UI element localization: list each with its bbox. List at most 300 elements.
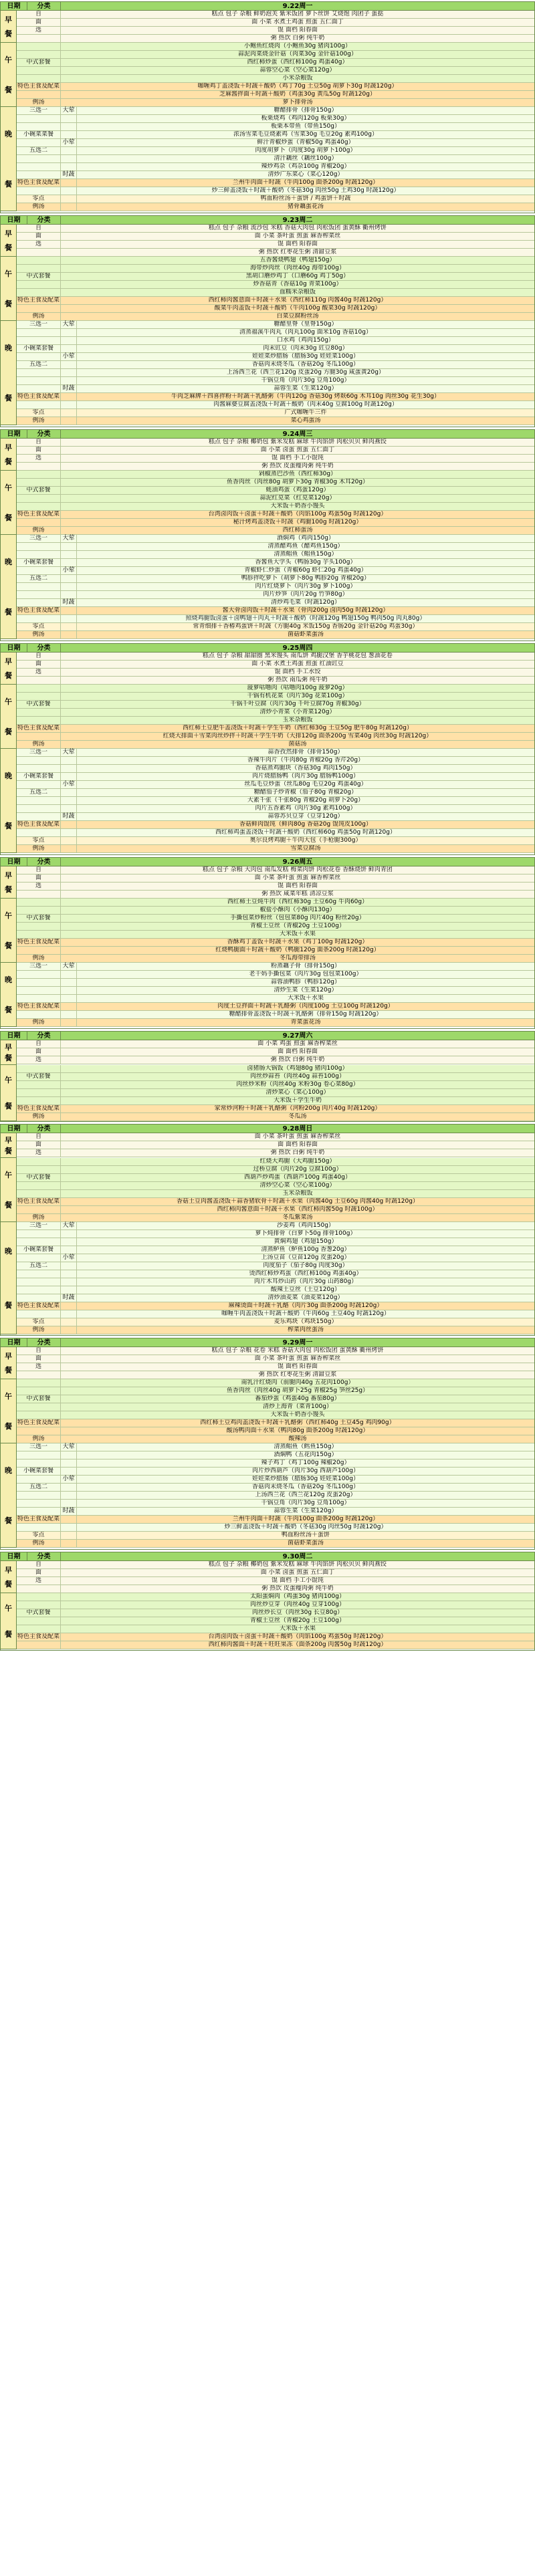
lunch-row [17,1427,534,1435]
dinner-label-char: 餐 [5,180,12,189]
dinner-row-items: 酱大骨卤肉饭＋时蔬＋水果（骨肉200g 卤肉50g 时蔬120g） [222,607,389,614]
breakfast-label-char: 早 [5,443,12,452]
lunch-row-items: 西葫芦炒鸡蛋（西葫芦100g 鸡蛋40g） [244,1174,351,1181]
lunch-row [17,495,534,503]
dinner-row-label: 特色主食及配菜 [17,1003,60,1010]
breakfast-row-items: 粥 热饮 白粥 纯牛奶 [270,1149,325,1156]
dinner-row-items: 炒三鲜盖浇饭＋时蔬＋酸奶（冬菇30g 肉丝50g 土鸡30g 时蔬120g） [211,187,400,194]
dinner-row-items: 糖醋茄子炒青椒（茄子80g 青椒20g） [253,789,358,796]
lunch-row-label [17,75,61,82]
lunch-row-label: 例汤 [17,1113,61,1121]
dinner-row [17,1222,534,1230]
lunch-row-items: 大米饭＋水果 [279,931,316,937]
lunch-row [17,1182,534,1190]
dinner-row-sublabel [61,773,77,780]
lunch-rows [17,1158,534,1222]
dinner-row-sublabel [61,591,77,598]
breakfast-row-label: 自 [17,11,61,18]
breakfast-row [17,1363,534,1371]
dinner-row-items: 肉片五香素鸡（肉片30g 素鸡100g） [255,805,356,812]
dinner-row [17,345,534,353]
dinner-row-sublabel [61,631,77,638]
dinner-row-sublabel: 大荤 [61,1443,77,1451]
dinner-row-items: 蒜蓉生菜（生菜120g） [274,1508,338,1514]
dinner-row-items: 肉片木耳炒山药（肉片30g 山药80g） [253,1278,358,1285]
breakfast-label-char: 早 [5,1351,12,1361]
lunch-row [17,257,534,265]
breakfast-row-items: 粥 热饮 皮蛋瘦肉粥 纯牛奶 [261,1585,334,1592]
breakfast-row [17,19,534,27]
breakfast-row-label: 面 [17,661,61,668]
dinner-row-label [17,591,61,598]
lunch-row-items: 蒜泥肉菜烧金针菇（肉菜30g 金针菇100g） [238,51,357,57]
breakfast-section [1,225,534,257]
day-block [0,1124,535,1336]
lunch-row-items: 西红柿蛋汤 [282,527,313,534]
dinner-row [17,607,534,615]
day-header [1,858,534,866]
lunch-row-items: 炒香菇青（香菇10g 青菜100g） [253,281,342,287]
breakfast-row [17,35,534,43]
breakfast-row-label: 自 [17,1347,61,1355]
dinner-row-sublabel [61,797,77,804]
dinner-row [17,749,534,757]
dinner-row-label [17,155,61,162]
breakfast-row-label [17,35,61,42]
dinner-row-items: 烫西红柿炒鸡蛋（西红柿100g 鸡蛋40g） [249,1270,362,1277]
lunch-row-label [17,1403,61,1411]
dinner-row [17,377,534,385]
dinner-row-label [17,551,61,558]
breakfast-row-label: 选 [17,1577,61,1585]
dinner-row-label: 五选二 [17,147,61,154]
breakfast-row-label: 选 [17,1363,61,1371]
dinner-label-char: 晚 [5,1466,12,1475]
date-header-label: 日期 [1,2,27,10]
dinner-row [17,789,534,797]
breakfast-rows [17,866,534,899]
dinner-row-sublabel: 小荤 [61,567,77,574]
day-header [1,644,534,653]
lunch-label [1,1158,17,1222]
dinner-row [17,829,534,837]
dinner-row [17,179,534,187]
lunch-row-label [17,1625,61,1633]
breakfast-label-char: 早 [5,1043,12,1052]
date-header-label: 日期 [1,1125,27,1133]
lunch-row-label [17,257,61,264]
breakfast-row-label: 选 [17,241,61,248]
dinner-row-items: 娃娃菜炒腊肠（腊肠30g 娃娃菜100g） [252,1476,359,1482]
breakfast-section [1,1133,534,1158]
lunch-row-items: 血糯米杂粮饭 [279,289,316,296]
breakfast-row-label: 面 [17,19,61,26]
lunch-label [1,1065,17,1121]
breakfast-row [17,669,534,677]
dinner-row-label: 特色主食及配菜 [17,1516,60,1522]
breakfast-row-label: 选 [17,455,61,462]
lunch-row [17,1065,534,1073]
breakfast-row-label [17,677,61,684]
dinner-row [17,567,534,575]
lunch-row-items: 西红柿炒蛋（西红柿100g 鸡蛋40g） [247,59,348,66]
breakfast-row-items: 面 小菜 茶叶蛋 煎蛋 麻香榨菜丝 [254,1355,341,1362]
dinner-row-items: 肉片烧腊肠鸭（肉片30g 腊肠鸭100g） [252,773,359,780]
dinner-row-sublabel [61,401,77,408]
dinner-row-items: 口水鸡（鸡肉150g） [277,337,334,344]
breakfast-row [17,1056,534,1064]
lunch-row-items: 肉丝炒长豆（肉丝30g 长豆80g） [251,1609,344,1616]
dinner-row-items: 青椒虾仁炒蛋（青椒60g 虾仁20g 鸡蛋40g） [244,567,367,574]
day-block [0,643,535,855]
dinner-row-items: 鸭血粉丝汤＋蛋饼 [281,1532,330,1538]
dinner-row-label [17,797,61,804]
lunch-row-label [17,289,61,296]
dinner-row [17,337,534,345]
day-block [0,1031,535,1122]
dinner-row [17,361,534,369]
dinner-row-items: 广式咖喱牛三件 [284,409,327,416]
dinner-row-sublabel: 小荤 [61,353,77,360]
lunch-row-items: 西红柿土豆鸡肉盖浇饭＋时蔬＋乳酪粥（西红柿40g 土豆45g 鸡肉90g） [200,1419,395,1426]
lunch-row-label: 中式套餐 [17,701,61,708]
lunch-row-label: 例汤 [17,99,61,106]
day-date: 9.22周一 [282,3,313,10]
lunch-row-label: 特色主食及配菜 [17,1105,60,1112]
lunch-row-items: 红烧大鸡腿（大鸡腿150g） [259,1158,336,1165]
breakfast-row-label: 自 [17,225,61,232]
dinner-row-items: 丝瓜毛豆炒蛋（丝瓜80g 毛豆20g 鸡蛋40g） [244,781,367,788]
dinner-row-items: 西红柿鸡蛋盖浇饭＋时蔬＋酸奶（西红柿60g 鸡蛋50g 时蔬120g） [215,829,396,836]
breakfast-row-items: 粥 热饮 南瓜粥 纯牛奶 [268,677,328,683]
dinner-row-label: 小碗菜菜餐 [17,131,61,138]
dinner-row-label [17,805,61,812]
breakfast-row-items: 面 小菜 茶叶蛋 煎蛋 麻香榨菜丝 [254,233,341,239]
breakfast-row [17,11,534,19]
dinner-rows [17,1222,534,1334]
breakfast-rows [17,1133,534,1158]
lunch-row [17,503,534,511]
day-date: 9.23周二 [282,217,313,224]
dinner-row-sublabel [61,821,77,828]
lunch-label-char: 午 [5,1170,12,1179]
lunch-row-items: 海带炒肉丝（肉丝40g 海带100g） [250,265,345,271]
dinner-row-items: 肉酱麻婆豆腐盖浇饭＋时蔬＋酸奶（肉末40g 豆腐100g 时蔬120g） [213,401,398,408]
lunch-row [17,717,534,725]
lunch-row-label: 特色主食及配菜 [17,725,60,731]
lunch-row [17,955,534,963]
lunch-row-items: 红烧鸭腿面＋时蔬＋酸奶（鸭腿120g 面条200g 时蔬120g） [215,947,380,953]
dinner-row-items: 浓汤雪菜毛豆烧素鸡（雪菜30g 毛豆20g 素鸡100g） [233,131,378,138]
lunch-row [17,471,534,479]
lunch-row-items: 西红柿土豆肥牛盖浇饭＋时蔬＋学生牛奶（西红柿30g 土豆50g 肥牛80g 时蔬120g） [183,725,413,731]
breakfast-row-label: 自 [17,1040,61,1048]
dinner-row-sublabel [61,187,77,195]
breakfast-row-items: 面 面档 阳春面 [278,1048,318,1055]
dinner-row [17,1532,534,1540]
dinner-row-sublabel: 时蔬 [61,1508,77,1515]
dinner-row-items: 香酱鱼大学头（鸭肠30g 芋头100g） [255,559,356,566]
dinner-row-sublabel [61,131,77,138]
breakfast-row-label: 选 [17,1056,61,1064]
dinner-row-sublabel [61,765,77,772]
dinner-row [17,971,534,979]
breakfast-row [17,249,534,257]
lunch-section [1,1158,534,1222]
dinner-label-char: 晚 [5,557,12,566]
lunch-row [17,1105,534,1113]
dinner-row-label [17,543,61,550]
dinner-row-sublabel [61,163,77,170]
lunch-row-label [17,1641,61,1649]
dinner-row [17,171,534,179]
dinner-row [17,1262,534,1270]
dinner-row-items: 酒焖鸭（五花肉150g） [274,1451,338,1458]
dinner-section [1,107,534,211]
dinner-row [17,599,534,607]
dinner-row-label [17,1294,61,1302]
dinner-row-label: 特色主食及配菜 [17,1302,60,1309]
lunch-row-items: 西红柿土豆炖牛肉（西红柿30g 土豆60g 牛肉60g） [227,899,368,905]
lunch-row-label [17,1601,61,1609]
lunch-label-char: 餐 [5,86,12,95]
lunch-row [17,1403,534,1411]
lunch-row [17,99,534,107]
breakfast-row-items: 馄 面档 阳春面 [278,241,318,247]
lunch-row-label [17,1411,61,1419]
lunch-row [17,1601,534,1609]
dinner-row-sublabel [61,1484,77,1491]
dinner-row-sublabel [61,1468,77,1475]
lunch-row-label [17,1166,61,1173]
day-block [0,215,535,427]
dinner-row [17,757,534,765]
lunch-row-label [17,1158,61,1165]
breakfast-rows [17,653,534,685]
dinner-row-items: 香辣牛肉片（牛肉80g 青椒20g 香芹20g） [247,757,364,764]
category-header-label: 分类 [27,1552,61,1560]
dinner-row-items: 鸭胗拌吃萝卜（胡萝卜80g 鸭胗20g 青椒20g） [241,575,370,582]
lunch-row-items: 冬瓜紫菜汤 [282,1214,313,1221]
lunch-row [17,1387,534,1395]
dinner-row-label: 零点 [17,837,61,844]
dinner-row-sublabel [61,1003,77,1010]
breakfast-label-char: 早 [5,229,12,238]
day-header [1,2,534,11]
breakfast-row-items: 面 小菜 鸡蛋 煎蛋 麻香榨菜丝 [257,1040,338,1047]
dinner-row-sublabel [61,337,77,344]
lunch-row-label: 中式套餐 [17,915,61,922]
dinner-label-char: 晚 [5,343,12,352]
lunch-row-label: 例汤 [17,1214,61,1221]
dinner-row [17,417,534,425]
day-date: 9.28周日 [282,1125,313,1133]
breakfast-row-items: 糕点 包子 杂粮 甜甜圈 黑米馒头 南瓜饼 鸡腿汉堡 香芋桃花包 葱油花卷 [203,653,393,659]
breakfast-row [17,1141,534,1149]
breakfast-row-label: 自 [17,866,61,874]
lunch-label-char: 餐 [5,941,12,951]
dinner-row-label [17,757,61,764]
dinner-row [17,147,534,155]
dinner-row-label: 五选二 [17,1262,61,1270]
lunch-section [1,1593,534,1649]
dinner-row-items: 兰州牛肉面＋时蔬（牛肉100g 面条200g 时蔬120g） [232,1516,379,1522]
dinner-row-label: 三选一 [17,1443,61,1451]
dinner-row-items: 清蒸醋鸡鱼（醋鸡鱼150g） [268,543,344,550]
breakfast-row [17,1040,534,1048]
lunch-row-label [17,733,61,740]
dinner-row-label [17,1254,61,1262]
dinner-row-sublabel: 大荤 [61,1222,77,1230]
dinner-row-sublabel [61,845,77,852]
dinner-row [17,1019,534,1027]
lunch-label-char: 午 [5,1603,12,1613]
dinner-row-label [17,1500,61,1507]
dinner-row-sublabel: 时蔬 [61,171,77,179]
lunch-label-char: 午 [5,1391,12,1401]
breakfast-section [1,653,534,685]
lunch-row-items: 酸辣汤 [288,1435,307,1442]
lunch-section [1,1379,534,1443]
lunch-row-items: 青椒土豆丝（青椒20g 土豆100g） [250,923,345,929]
dinner-section [1,1222,534,1334]
breakfast-row-label: 面 [17,1569,61,1576]
breakfast-row [17,1149,534,1157]
dinner-row-items: 黄焖鸡翅（鸡翅150g） [274,1238,338,1245]
dinner-row-label [17,971,61,978]
lunch-row-items: 玉米杂粮饭 [282,717,313,723]
dinner-row-label [17,329,61,336]
breakfast-label [1,1040,17,1065]
dinner-row-sublabel: 小荤 [61,781,77,788]
dinner-row-items: 娃娃菜炒腊肠（腊肠30g 娃娃菜100g） [252,353,359,360]
breakfast-row-items: 面 小菜 水煮土鸡蛋 煎蛋 红油豇豆 [251,661,344,667]
dinner-row-sublabel [61,393,77,400]
dinner-row [17,1540,534,1548]
dinner-rows [17,963,534,1027]
lunch-row-label: 特色主食及配菜 [17,1419,60,1426]
breakfast-row [17,1133,534,1141]
lunch-row-items: 清炒上海青（菜青100g） [263,1403,332,1410]
dinner-row [17,321,534,329]
dinner-row-items: 沙姜鸡（鸡肉150g） [277,1222,334,1229]
breakfast-row-items: 面 小菜 水煮土鸡蛋 煎蛋 五仁面丁 [251,19,344,25]
breakfast-row [17,447,534,455]
lunch-row [17,725,534,733]
dinner-row-label: 特色主食及配菜 [17,821,60,828]
lunch-row-label: 特色主食及配菜 [17,1633,60,1640]
dinner-row-sublabel [61,543,77,550]
dinner-row-items: 上汤西兰花（西兰花120g 皮蛋20g） [255,1492,356,1498]
dinner-row-sublabel [61,195,77,203]
dinner-row-items: 糖醋排骨（排骨150g） [274,107,338,114]
dinner-row [17,1318,534,1326]
dinner-row-label [17,1270,61,1278]
lunch-row-label [17,899,61,906]
dinner-row [17,1003,534,1011]
dinner-row-sublabel: 时蔬 [61,385,77,392]
dinner-row-items: 奥尔良烤鸡腿＋牛肉大包（手枪腿300g） [249,837,362,844]
dinner-row [17,631,534,639]
lunch-label [1,257,17,321]
breakfast-row-items: 馄 面档 手工小馄饨 [272,455,324,461]
dinner-row [17,1310,534,1318]
dinner-row-sublabel: 大荤 [61,963,77,970]
lunch-row-items: 香酥鸡丁盖饭＋时蔬＋水果（鸡丁100g 时蔬120g） [227,939,368,945]
dinner-row [17,203,534,211]
lunch-row [17,907,534,915]
dinner-row-items: 清炒鸡毛菜（时蔬120g） [271,599,340,606]
breakfast-row-items: 馄 面档 手工水饺 [274,669,321,675]
dinner-row [17,995,534,1003]
date-header-label: 日期 [1,1032,27,1040]
lunch-row-items: 芝麻酱拌面＋时蔬＋酸奶（鸡蛋30g 黄瓜50g 时蔬120g） [219,91,376,98]
category-header-label: 分类 [27,2,61,10]
lunch-row-items: 肉丝炒米粉（肉丝40g 米粉30g 卷心菜80g） [236,1081,359,1088]
lunch-row [17,1617,534,1625]
lunch-row-items: 白菜豆腐粉丝汤 [276,313,319,320]
dinner-row-sublabel [61,1246,77,1254]
breakfast-row-items: 粥 热饮 红枣花生粥 清甜豆浆 [258,1371,337,1378]
dinner-row-label: 小碗菜套餐 [17,345,61,352]
dinner-row [17,979,534,987]
dinner-row-sublabel [61,417,77,425]
dinner-row-sublabel [61,203,77,211]
lunch-row-items: 卤猪肠大锅饭（鸡翅80g 猪肉100g） [247,1065,348,1072]
dinner-row-sublabel [61,1230,77,1238]
lunch-row-label [17,265,61,272]
lunch-row-label: 例汤 [17,955,61,962]
dinner-row [17,1459,534,1468]
dinner-row [17,1451,534,1459]
lunch-rows [17,899,534,963]
dinner-row-sublabel [61,575,77,582]
dinner-row-label: 例汤 [17,631,61,638]
dinner-row-sublabel [61,1318,77,1326]
breakfast-row-label [17,249,61,256]
dinner-row [17,805,534,813]
dinner-row-items: 粉蒸藕子骨（排骨150g） [271,963,340,969]
lunch-row-label: 中式套餐 [17,1395,61,1403]
lunch-row-label [17,479,61,486]
breakfast-row-label: 面 [17,233,61,240]
breakfast-label-char: 早 [5,870,12,880]
dinner-row-items: 青菜蛋花汤 [290,1019,321,1026]
dinner-section [1,749,534,853]
breakfast-row-label: 选 [17,27,61,34]
dinner-row-label: 三选一 [17,107,61,114]
dinner-rows [17,321,534,425]
lunch-row [17,915,534,923]
lunch-row [17,947,534,955]
dinner-row-label [17,1238,61,1246]
breakfast-rows [17,225,534,257]
lunch-row-items: 黑胡口蘑炒鸡丁（口蘑60g 鸡丁50g） [245,273,350,279]
lunch-row-items: 剁椒蒸巴沙鱼（西红柿30g） [258,471,337,477]
dinner-label-char: 晚 [5,975,12,984]
dinner-row [17,123,534,131]
lunch-row-label: 特色主食及配菜 [17,297,60,304]
dinner-label [1,321,17,425]
breakfast-row-items: 面 小菜 卤蛋 煎蛋 五仁面丁 [260,1569,335,1576]
dinner-row-label: 例汤 [17,1019,61,1026]
breakfast-row-items: 粥 热饮 白粥 纯牛奶 [270,35,325,41]
dinner-row [17,1484,534,1492]
lunch-row-label [17,931,61,938]
dinner-row-sublabel [61,329,77,336]
dinner-section [1,321,534,425]
dinner-row-label: 零点 [17,195,61,203]
